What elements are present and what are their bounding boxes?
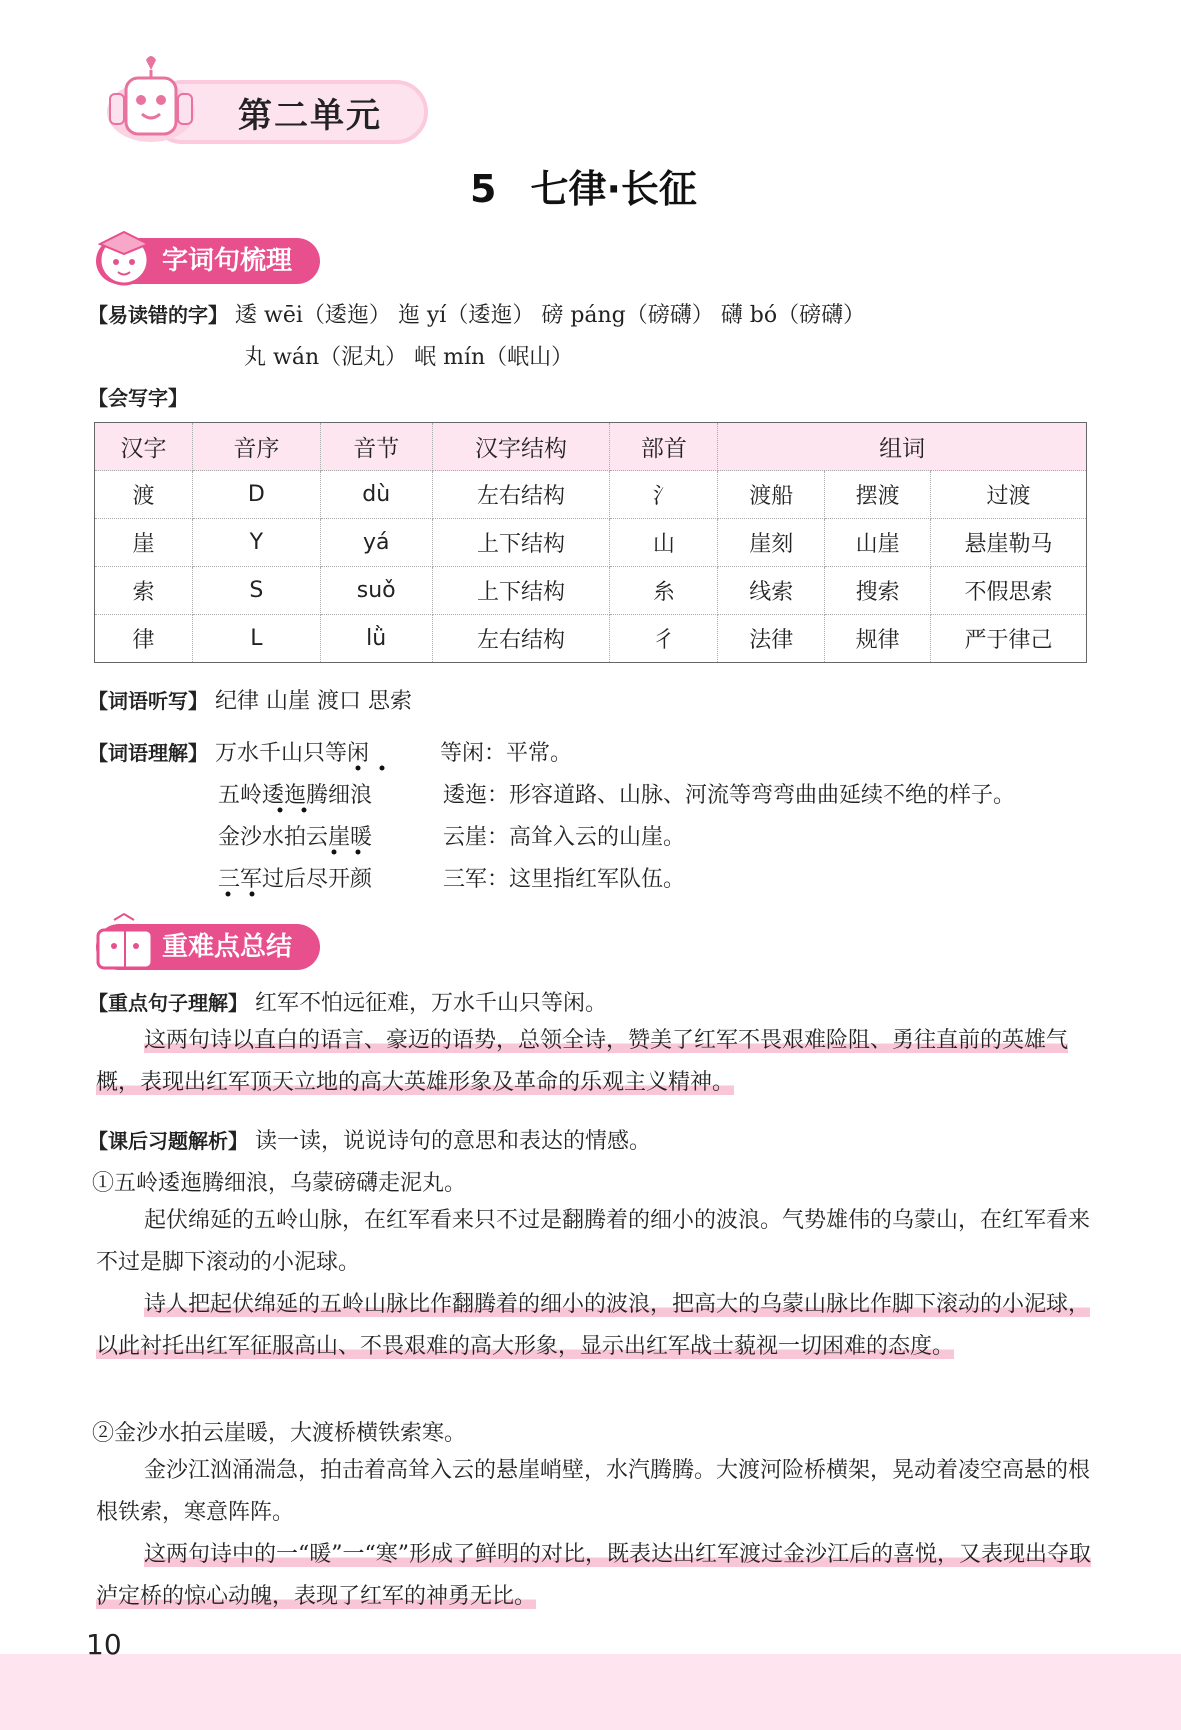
table-cell: D (192, 471, 320, 519)
table-cell: 规律 (825, 615, 931, 663)
table-cell: suǒ (320, 567, 432, 615)
table-header: 组词 (718, 423, 1087, 471)
key-sentence-line (88, 986, 607, 1017)
table-cell: 渡 (95, 471, 193, 519)
understanding-tag: 【词语理解】 (88, 741, 208, 765)
table-cell: 上下结构 (432, 567, 610, 615)
exercise-q1-paragraph-2: 诗人把起伏绵延的五岭山脉比作翻腾着的细小的波浪，把高大的乌蒙山脉比作脚下滚动的小泥球，以此衬托出红军征服高山、不畏艰难的高大形象，显示出红军战士藐视一切困难的态度。 (96, 1292, 1091, 1359)
table-cell: L (192, 615, 320, 663)
exercise-q2-paragraph-2: 这两句诗中的一“暖”一“寒”形成了鲜明的对比，既表达出红军渡过金沙江后的喜悦，又表现出夺取泸定桥的惊心动魄，表现了红军的神勇无比。 (96, 1542, 1091, 1609)
table-cell: 过渡 (931, 471, 1087, 519)
table-cell: yá (320, 519, 432, 567)
easy-misread-tag: 【易读错的字】 (88, 303, 228, 327)
unit-title: 第二单元 (238, 96, 382, 136)
table-cell: dù (320, 471, 432, 519)
understanding-explain: 云崖：高耸入云的山崖。 (443, 825, 686, 850)
key-sentence-text: 红军不怕远征难，万水千山只等闲。 (255, 991, 608, 1016)
dictation-text: 纪律 山崖 渡口 思索 (215, 689, 412, 714)
exercise-question-1: ①五岭逶迤腾细浪，乌蒙磅礴走泥丸。 (92, 1171, 467, 1196)
section-badge-key-points (96, 924, 320, 970)
table-header: 部首 (610, 423, 718, 471)
key-sentence-paragraph: 这两句诗以直白的语言、豪迈的语势，总领全诗，赞美了红军不畏艰难险阻、勇往直前的英雄气概，表现出红军顶天立地的高大英雄形象及革命的乐观主义精神。 (96, 1028, 1069, 1095)
table-cell: 严于律己 (931, 615, 1087, 663)
lesson-name: 七律·长征 (530, 167, 697, 211)
table-cell: 山崖 (825, 519, 931, 567)
table-cell: 山 (610, 519, 718, 567)
table-cell: 悬崖勒马 (931, 519, 1087, 567)
table-cell: 索 (95, 567, 193, 615)
section-badge-label: 重难点总结 (162, 932, 293, 962)
dictation-tag: 【词语听写】 (88, 689, 208, 713)
table-cell: 法律 (718, 615, 825, 663)
table-cell: 左右结构 (432, 471, 610, 519)
exercise-prompt: 读一读，说说诗句的意思和表达的情感。 (255, 1129, 652, 1154)
table-cell: 左右结构 (432, 615, 610, 663)
table-cell: S (192, 567, 320, 615)
understanding-explain: 等闲：平常。 (440, 741, 573, 766)
table-header: 音序 (192, 423, 320, 471)
table-cell: 糸 (610, 567, 718, 615)
understanding-phrase: 万水千山只等闲 (215, 741, 370, 766)
page-number: 10 (86, 1628, 122, 1661)
table-cell: 氵 (610, 471, 718, 519)
understanding-explain: 逶迤：形容道路、山脉、河流等弯弯曲曲延续不绝的样子。 (443, 783, 1016, 808)
table-cell: 摆渡 (825, 471, 931, 519)
table-cell: 搜索 (825, 567, 931, 615)
easy-misread-text1: 逶 wēi（逶迤） 迤 yí（逶迤） 磅 páng（磅礴） 礴 bó（磅礴） (235, 303, 866, 328)
exercise-tag: 【课后习题解析】 (88, 1129, 248, 1153)
section-badge-label: 字词句梳理 (162, 246, 293, 276)
exercise-line (88, 1124, 651, 1155)
understanding-phrase: 五岭逶迤腾细浪 (218, 783, 373, 808)
table-cell: 渡船 (718, 471, 825, 519)
book-mascot-icon (90, 910, 160, 976)
table-header: 汉字 (95, 423, 193, 471)
table-cell: Y (192, 519, 320, 567)
write-chars-tag: 【会写字】 (88, 386, 188, 410)
footer-band (0, 1654, 1181, 1730)
table-cell: lǜ (320, 615, 432, 663)
exercise-q2-paragraph-1: 金沙江汹涌湍急，拍击着高耸入云的悬崖峭壁，水汽腾腾。大渡河险桥横架，晃动着凌空高悬的根根铁索，寒意阵阵。 (96, 1458, 1091, 1525)
table-cell: 不假思索 (931, 567, 1087, 615)
table-cell: 彳 (610, 615, 718, 663)
understanding-phrase: 金沙水拍云崖暖 (218, 825, 373, 850)
exercise-q1-paragraph-1: 起伏绵延的五岭山脉，在红军看来只不过是翻腾着的细小的波浪。气势雄伟的乌蒙山，在红军看来不过是脚下滚动的小泥球。 (96, 1208, 1091, 1275)
table-header: 汉字结构 (432, 423, 610, 471)
table-header: 音节 (320, 423, 432, 471)
table-cell: 线索 (718, 567, 825, 615)
lesson-number: 5 (470, 167, 497, 211)
table-cell: 上下结构 (432, 519, 610, 567)
understanding-explain: 三军：这里指红军队伍。 (443, 867, 686, 892)
exercise-question-2: ②金沙水拍云崖暖，大渡桥横铁索寒。 (92, 1421, 467, 1446)
understanding-phrase: 三军过后尽开颜 (218, 867, 373, 892)
table-cell: 律 (95, 615, 193, 663)
key-sentence-tag: 【重点句子理解】 (88, 991, 248, 1015)
table-cell: 崖刻 (718, 519, 825, 567)
easy-misread-text2: 丸 wán（泥丸） 岷 mín（岷山） (244, 345, 574, 370)
table-cell: 崖 (95, 519, 193, 567)
